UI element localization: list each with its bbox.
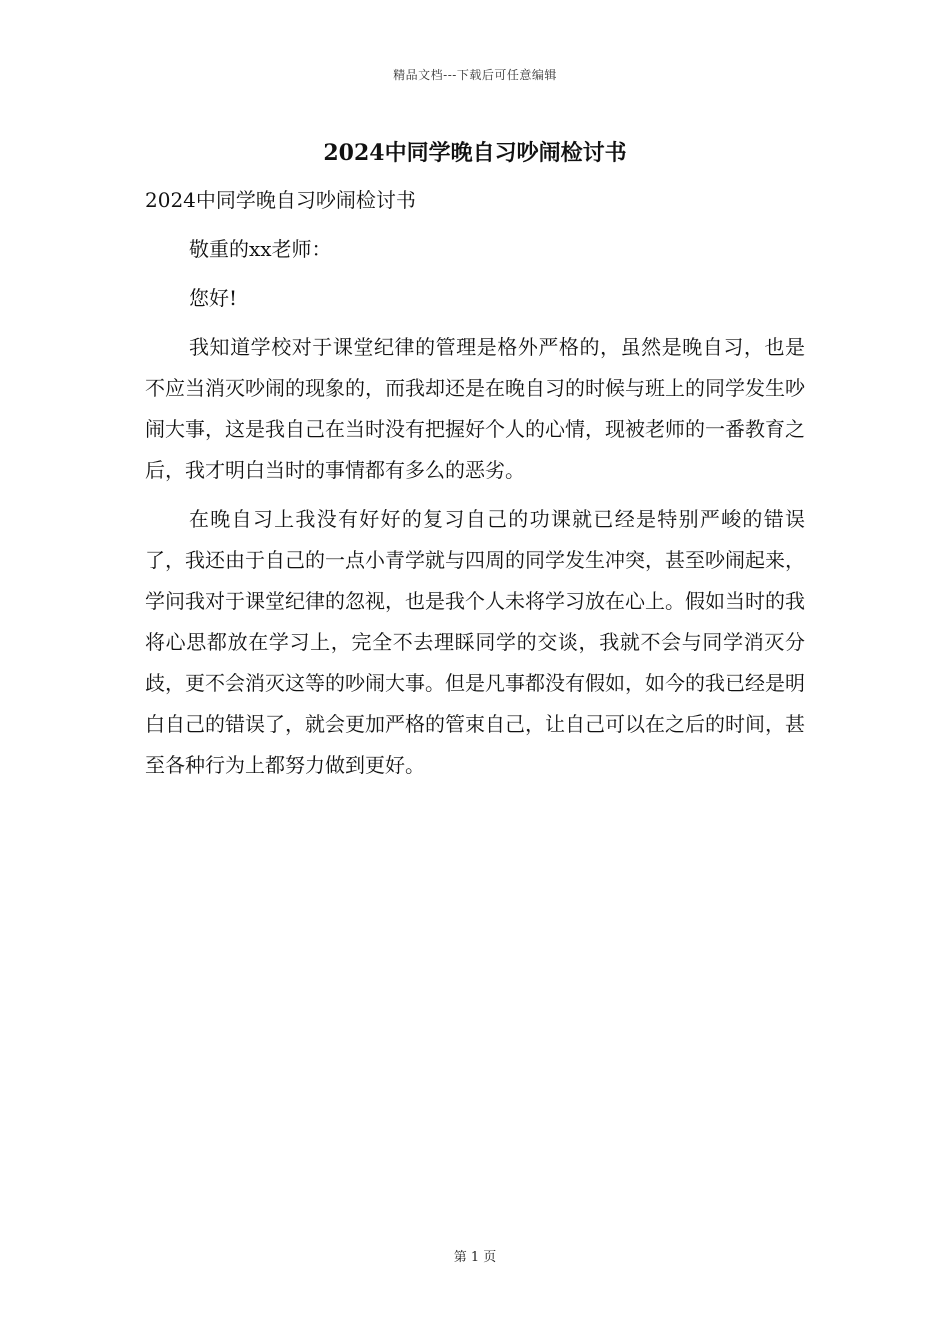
body-paragraph-1: 我知道学校对于课堂纪律的管理是格外严格的，虽然是晚自习，也是不应当消灭吵闹的现象的，而我却还是在晚自习的时候与班上的同学发生吵闹大事，这是我自己在当时没有把握好个人的心情，现被老师的一番教育之后，我才明白当时的事情都有多么的恶劣。 — [145, 335, 805, 482]
document-body — [145, 180, 805, 794]
greeting: 您好! — [189, 286, 238, 310]
page-number: 第 1 页 — [453, 1250, 497, 1265]
salutation: 敬重的xx老师： — [189, 237, 332, 261]
subtitle-line: 2024中同学晚自习吵闹检讨书 — [145, 188, 416, 212]
document-title: 2024中同学晚自习吵闹检讨书 — [323, 140, 627, 166]
body-paragraph-2: 在晚自习上我没有好好的复习自己的功课就已经是特别严峻的错误了，我还由于自己的一点小青学就与四周的同学发生冲突，甚至吵闹起来，学问我对于课堂纪律的忽视，也是我个人未将学习放在心上。假如当时的我将心思都放在学习上，完全不去理睬同学的交谈，我就不会与同学消灭分歧，更不会消灭这等的吵闹大事。但是凡事都没有假如，如今的我已经是明白自己的错误了，就会更加严格的管束自己，让自己可以在之后的时间，甚至各种行为上都努力做到更好。 — [145, 507, 805, 777]
page-header: 精品文档---下载后可任意编辑 — [393, 68, 557, 82]
